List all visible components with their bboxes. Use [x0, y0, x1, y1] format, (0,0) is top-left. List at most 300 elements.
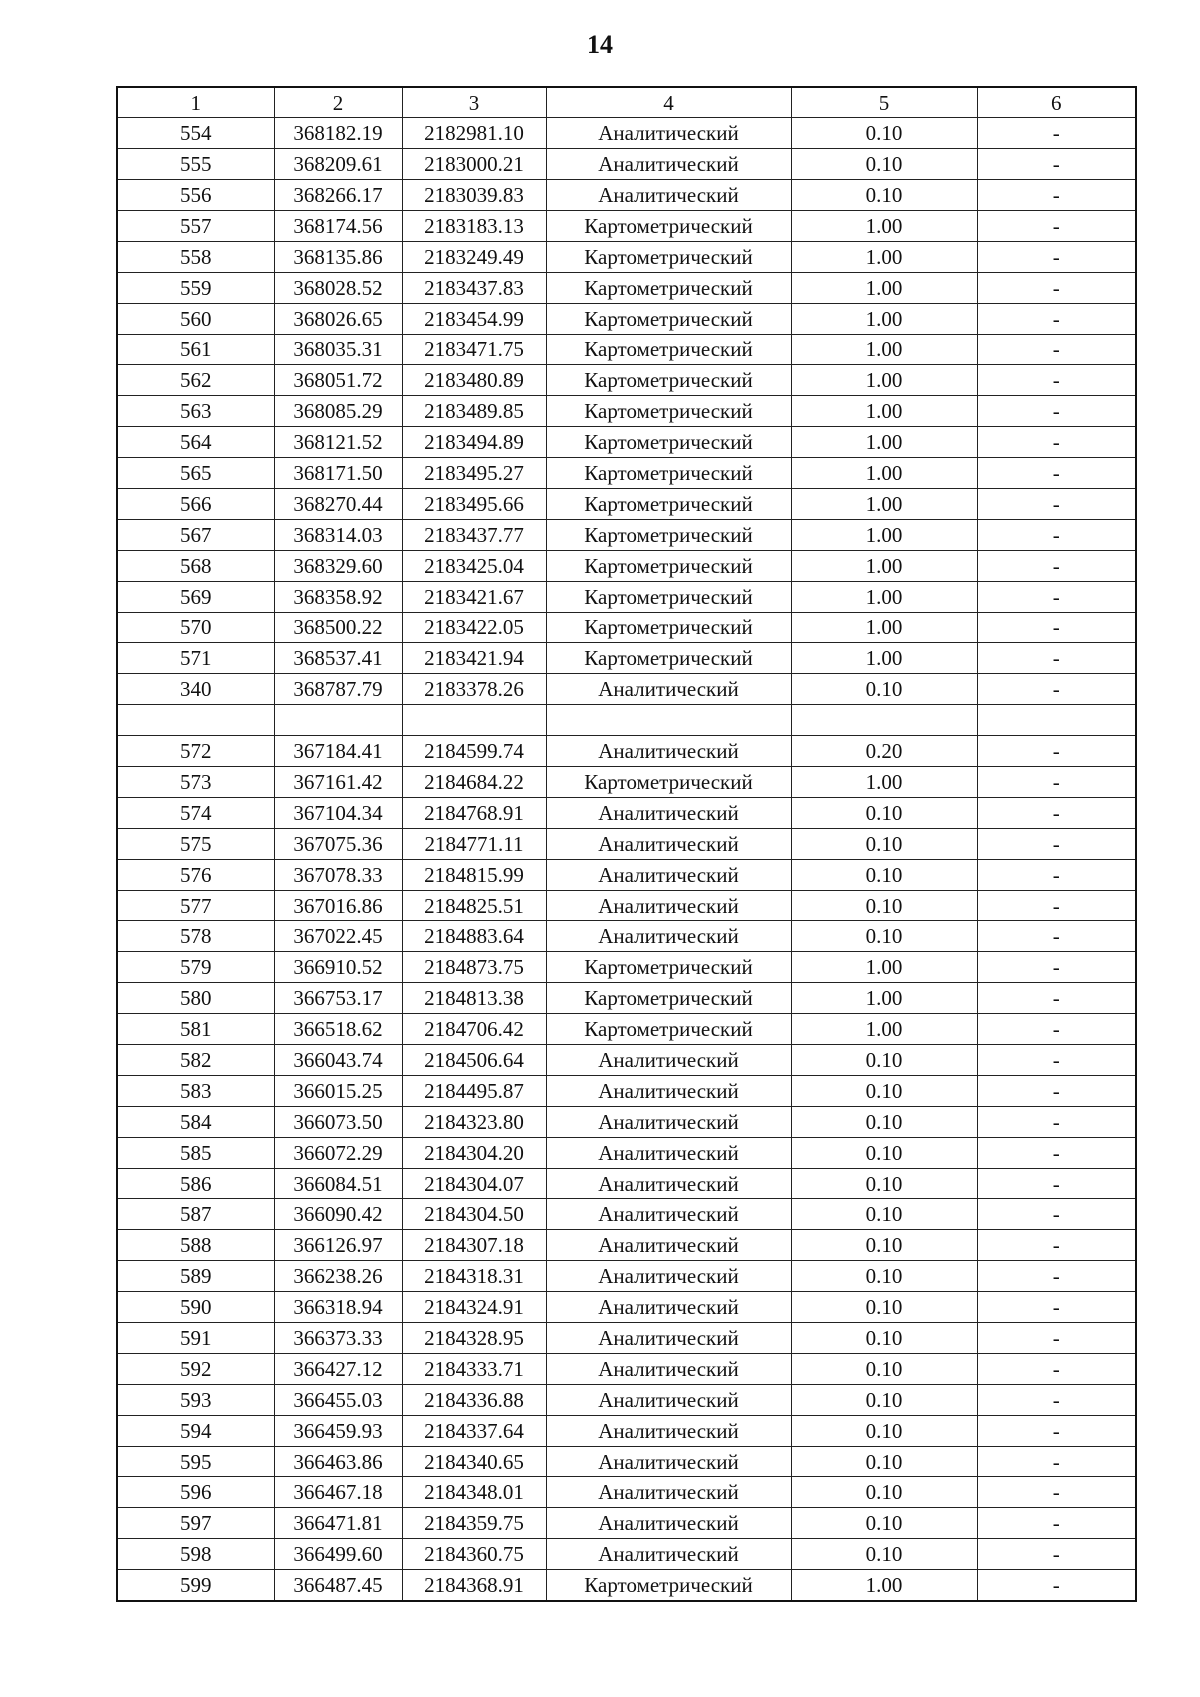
- x-coordinate-cell: 368270.44: [274, 488, 402, 519]
- y-coordinate-cell: 2184348.01: [402, 1477, 546, 1508]
- accuracy-cell: 1.00: [791, 427, 977, 458]
- x-coordinate-cell: 366518.62: [274, 1014, 402, 1045]
- method-cell: Картометрический: [546, 458, 791, 489]
- method-cell: Аналитический: [546, 1137, 791, 1168]
- method-cell: Аналитический: [546, 149, 791, 180]
- note-cell: -: [977, 1230, 1136, 1261]
- note-cell: -: [977, 1446, 1136, 1477]
- y-coordinate-cell: 2184771.11: [402, 828, 546, 859]
- accuracy-cell: 1.00: [791, 612, 977, 643]
- accuracy-cell: 1.00: [791, 550, 977, 581]
- point-number-cell: 595: [117, 1446, 274, 1477]
- table-row: [117, 1323, 1136, 1354]
- note-cell: -: [977, 334, 1136, 365]
- point-number-cell: 580: [117, 983, 274, 1014]
- x-coordinate-cell: 366463.86: [274, 1446, 402, 1477]
- x-coordinate-cell: 367022.45: [274, 921, 402, 952]
- note-cell: -: [977, 1106, 1136, 1137]
- point-number-cell: 598: [117, 1539, 274, 1570]
- x-coordinate-cell: 366471.81: [274, 1508, 402, 1539]
- method-cell: Картометрический: [546, 612, 791, 643]
- method-cell: Аналитический: [546, 674, 791, 705]
- y-coordinate-cell: 2184706.42: [402, 1014, 546, 1045]
- x-coordinate-cell: 368135.86: [274, 241, 402, 272]
- method-cell: Аналитический: [546, 828, 791, 859]
- table-row: [117, 365, 1136, 396]
- point-number-cell: 582: [117, 1045, 274, 1076]
- x-coordinate-cell: 368171.50: [274, 458, 402, 489]
- point-number-cell: 340: [117, 674, 274, 705]
- accuracy-cell: 0.10: [791, 1292, 977, 1323]
- x-coordinate-cell: 367016.86: [274, 890, 402, 921]
- note-cell: -: [977, 674, 1136, 705]
- note-cell: -: [977, 1261, 1136, 1292]
- accuracy-cell: 0.10: [791, 828, 977, 859]
- accuracy-cell: 0.10: [791, 1323, 977, 1354]
- table-row: [117, 797, 1136, 828]
- y-coordinate-cell: 2184599.74: [402, 736, 546, 767]
- y-coordinate-cell: 2183480.89: [402, 365, 546, 396]
- y-coordinate-cell: 2184324.91: [402, 1292, 546, 1323]
- x-coordinate-cell: 367104.34: [274, 797, 402, 828]
- table-row: [117, 1014, 1136, 1045]
- method-cell: Картометрический: [546, 334, 791, 365]
- point-number-cell: 596: [117, 1477, 274, 1508]
- table-row: [117, 550, 1136, 581]
- accuracy-cell: 0.10: [791, 1075, 977, 1106]
- x-coordinate-cell: 366072.29: [274, 1137, 402, 1168]
- y-coordinate-cell: 2184873.75: [402, 952, 546, 983]
- point-number-cell: 570: [117, 612, 274, 643]
- point-number-cell: 560: [117, 303, 274, 334]
- accuracy-cell: 0.10: [791, 1384, 977, 1415]
- table-row: [117, 488, 1136, 519]
- note-cell: -: [977, 921, 1136, 952]
- x-coordinate-cell: 366499.60: [274, 1539, 402, 1570]
- method-cell: Аналитический: [546, 890, 791, 921]
- point-number-cell: 563: [117, 396, 274, 427]
- table-row: [117, 952, 1136, 983]
- accuracy-cell: 1.00: [791, 458, 977, 489]
- y-coordinate-cell: 2183437.77: [402, 519, 546, 550]
- x-coordinate-cell: 366238.26: [274, 1261, 402, 1292]
- table-row: [117, 1261, 1136, 1292]
- y-coordinate-cell: 2183378.26: [402, 674, 546, 705]
- y-coordinate-cell: 2184304.07: [402, 1168, 546, 1199]
- method-cell: Картометрический: [546, 581, 791, 612]
- point-number-cell: 585: [117, 1137, 274, 1168]
- x-coordinate-cell: 366015.25: [274, 1075, 402, 1106]
- point-number-cell: 566: [117, 488, 274, 519]
- x-coordinate-cell: 366084.51: [274, 1168, 402, 1199]
- note-cell: -: [977, 1477, 1136, 1508]
- method-cell: Аналитический: [546, 1230, 791, 1261]
- point-number-cell: 569: [117, 581, 274, 612]
- point-number-cell: 559: [117, 272, 274, 303]
- note-cell: -: [977, 1045, 1136, 1076]
- point-number-cell: 599: [117, 1570, 274, 1601]
- note-cell: -: [977, 1570, 1136, 1601]
- point-number-cell: 556: [117, 180, 274, 211]
- y-coordinate-cell: 2183494.89: [402, 427, 546, 458]
- note-cell: -: [977, 272, 1136, 303]
- accuracy-cell: 1.00: [791, 303, 977, 334]
- table-row: [117, 1384, 1136, 1415]
- note-cell: -: [977, 767, 1136, 798]
- point-number-cell: 571: [117, 643, 274, 674]
- point-number-cell: 586: [117, 1168, 274, 1199]
- method-cell: Аналитический: [546, 859, 791, 890]
- note-cell: -: [977, 859, 1136, 890]
- x-coordinate-cell: 368329.60: [274, 550, 402, 581]
- accuracy-cell: 1.00: [791, 241, 977, 272]
- accuracy-cell: 0.20: [791, 736, 977, 767]
- y-coordinate-cell: 2183039.83: [402, 180, 546, 211]
- method-cell: Картометрический: [546, 952, 791, 983]
- x-coordinate-cell: 368209.61: [274, 149, 402, 180]
- method-cell: Аналитический: [546, 1168, 791, 1199]
- x-coordinate-cell: 366487.45: [274, 1570, 402, 1601]
- accuracy-cell: 0.10: [791, 180, 977, 211]
- table-row: [117, 1168, 1136, 1199]
- point-number-cell: 575: [117, 828, 274, 859]
- x-coordinate-cell: 367184.41: [274, 736, 402, 767]
- point-number-cell: 568: [117, 550, 274, 581]
- accuracy-cell: 0.10: [791, 1261, 977, 1292]
- method-cell: Аналитический: [546, 118, 791, 149]
- table-row: [117, 210, 1136, 241]
- y-coordinate-cell: 2183495.27: [402, 458, 546, 489]
- method-cell: Аналитический: [546, 1415, 791, 1446]
- accuracy-cell: 1.00: [791, 488, 977, 519]
- y-coordinate-cell: 2184359.75: [402, 1508, 546, 1539]
- accuracy-cell: 1.00: [791, 334, 977, 365]
- note-cell: -: [977, 118, 1136, 149]
- method-cell: Аналитический: [546, 1323, 791, 1354]
- table-row: [117, 1570, 1136, 1601]
- table-row: [117, 118, 1136, 149]
- y-coordinate-cell: 2183249.49: [402, 241, 546, 272]
- accuracy-cell: 1.00: [791, 365, 977, 396]
- table-row: [117, 1508, 1136, 1539]
- y-coordinate-cell: 2184333.71: [402, 1353, 546, 1384]
- method-cell: Аналитический: [546, 1199, 791, 1230]
- method-cell: Картометрический: [546, 983, 791, 1014]
- accuracy-cell: 1.00: [791, 1014, 977, 1045]
- accuracy-cell: [791, 705, 977, 736]
- y-coordinate-cell: 2184825.51: [402, 890, 546, 921]
- method-cell: Аналитический: [546, 1106, 791, 1137]
- table-row: [117, 1292, 1136, 1323]
- point-number-cell: 581: [117, 1014, 274, 1045]
- note-cell: -: [977, 210, 1136, 241]
- table-row: [117, 1137, 1136, 1168]
- x-coordinate-cell: 368085.29: [274, 396, 402, 427]
- accuracy-cell: 0.10: [791, 1168, 977, 1199]
- table-row: [117, 859, 1136, 890]
- x-coordinate-cell: 366459.93: [274, 1415, 402, 1446]
- method-cell: [546, 705, 791, 736]
- y-coordinate-cell: 2184506.64: [402, 1045, 546, 1076]
- x-coordinate-cell: [274, 705, 402, 736]
- method-cell: Аналитический: [546, 1539, 791, 1570]
- x-coordinate-cell: 366318.94: [274, 1292, 402, 1323]
- y-coordinate-cell: 2183437.83: [402, 272, 546, 303]
- note-cell: [977, 705, 1136, 736]
- method-cell: Аналитический: [546, 180, 791, 211]
- x-coordinate-cell: 367078.33: [274, 859, 402, 890]
- method-cell: Аналитический: [546, 1261, 791, 1292]
- table-row: [117, 1477, 1136, 1508]
- accuracy-cell: 1.00: [791, 581, 977, 612]
- x-coordinate-cell: 368121.52: [274, 427, 402, 458]
- point-number-cell: 589: [117, 1261, 274, 1292]
- accuracy-cell: 0.10: [791, 859, 977, 890]
- point-number-cell: 593: [117, 1384, 274, 1415]
- note-cell: -: [977, 1075, 1136, 1106]
- method-cell: Картометрический: [546, 767, 791, 798]
- note-cell: -: [977, 581, 1136, 612]
- accuracy-cell: 0.10: [791, 1477, 977, 1508]
- table-row: [117, 1446, 1136, 1477]
- note-cell: -: [977, 1508, 1136, 1539]
- accuracy-cell: 0.10: [791, 149, 977, 180]
- x-coordinate-cell: 368026.65: [274, 303, 402, 334]
- table-row: [117, 1230, 1136, 1261]
- y-coordinate-cell: 2183000.21: [402, 149, 546, 180]
- method-cell: Картометрический: [546, 427, 791, 458]
- point-number-cell: 564: [117, 427, 274, 458]
- y-coordinate-cell: 2184336.88: [402, 1384, 546, 1415]
- note-cell: -: [977, 550, 1136, 581]
- point-number-cell: 587: [117, 1199, 274, 1230]
- table-row: [117, 705, 1136, 736]
- page-number: 14: [587, 30, 613, 59]
- table-row: [117, 674, 1136, 705]
- table-header-row: [117, 87, 1136, 118]
- note-cell: -: [977, 180, 1136, 211]
- column-header: 3: [402, 87, 546, 118]
- y-coordinate-cell: [402, 705, 546, 736]
- table-row: [117, 890, 1136, 921]
- method-cell: Картометрический: [546, 488, 791, 519]
- point-number-cell: 557: [117, 210, 274, 241]
- method-cell: Аналитический: [546, 1045, 791, 1076]
- accuracy-cell: 0.10: [791, 1045, 977, 1076]
- table-body: [117, 118, 1136, 1601]
- column-header: 1: [117, 87, 274, 118]
- x-coordinate-cell: 368051.72: [274, 365, 402, 396]
- method-cell: Аналитический: [546, 797, 791, 828]
- accuracy-cell: 0.10: [791, 1353, 977, 1384]
- y-coordinate-cell: 2184815.99: [402, 859, 546, 890]
- point-number-cell: 578: [117, 921, 274, 952]
- x-coordinate-cell: 368314.03: [274, 519, 402, 550]
- x-coordinate-cell: 366373.33: [274, 1323, 402, 1354]
- table-row: [117, 921, 1136, 952]
- point-number-cell: 555: [117, 149, 274, 180]
- point-number-cell: 562: [117, 365, 274, 396]
- table-row: [117, 643, 1136, 674]
- note-cell: -: [977, 643, 1136, 674]
- x-coordinate-cell: 367161.42: [274, 767, 402, 798]
- note-cell: -: [977, 488, 1136, 519]
- point-number-cell: 558: [117, 241, 274, 272]
- note-cell: -: [977, 890, 1136, 921]
- y-coordinate-cell: 2183471.75: [402, 334, 546, 365]
- table-row: [117, 983, 1136, 1014]
- y-coordinate-cell: 2184768.91: [402, 797, 546, 828]
- point-number-cell: 574: [117, 797, 274, 828]
- note-cell: -: [977, 427, 1136, 458]
- x-coordinate-cell: 366467.18: [274, 1477, 402, 1508]
- table-row: [117, 767, 1136, 798]
- y-coordinate-cell: 2184360.75: [402, 1539, 546, 1570]
- accuracy-cell: 1.00: [791, 643, 977, 674]
- y-coordinate-cell: 2184304.20: [402, 1137, 546, 1168]
- point-number-cell: 561: [117, 334, 274, 365]
- x-coordinate-cell: 366455.03: [274, 1384, 402, 1415]
- method-cell: Картометрический: [546, 1014, 791, 1045]
- table-row: [117, 612, 1136, 643]
- y-coordinate-cell: 2184883.64: [402, 921, 546, 952]
- table-row: [117, 427, 1136, 458]
- table-row: [117, 334, 1136, 365]
- note-cell: -: [977, 519, 1136, 550]
- method-cell: Картометрический: [546, 643, 791, 674]
- accuracy-cell: 0.10: [791, 1446, 977, 1477]
- table-row: [117, 1539, 1136, 1570]
- note-cell: -: [977, 1168, 1136, 1199]
- y-coordinate-cell: 2183421.94: [402, 643, 546, 674]
- method-cell: Картометрический: [546, 272, 791, 303]
- x-coordinate-cell: 366090.42: [274, 1199, 402, 1230]
- table-row: [117, 272, 1136, 303]
- point-number-cell: 567: [117, 519, 274, 550]
- table-row: [117, 1106, 1136, 1137]
- x-coordinate-cell: 368182.19: [274, 118, 402, 149]
- note-cell: -: [977, 983, 1136, 1014]
- x-coordinate-cell: 366073.50: [274, 1106, 402, 1137]
- y-coordinate-cell: 2184328.95: [402, 1323, 546, 1354]
- method-cell: Картометрический: [546, 396, 791, 427]
- y-coordinate-cell: 2183183.13: [402, 210, 546, 241]
- note-cell: -: [977, 1539, 1136, 1570]
- method-cell: Аналитический: [546, 736, 791, 767]
- point-number-cell: 594: [117, 1415, 274, 1446]
- method-cell: Аналитический: [546, 1075, 791, 1106]
- column-header: 4: [546, 87, 791, 118]
- method-cell: Аналитический: [546, 1508, 791, 1539]
- y-coordinate-cell: 2184684.22: [402, 767, 546, 798]
- method-cell: Аналитический: [546, 1477, 791, 1508]
- accuracy-cell: 0.10: [791, 1199, 977, 1230]
- y-coordinate-cell: 2184304.50: [402, 1199, 546, 1230]
- accuracy-cell: 1.00: [791, 952, 977, 983]
- point-number-cell: 577: [117, 890, 274, 921]
- y-coordinate-cell: 2184368.91: [402, 1570, 546, 1601]
- x-coordinate-cell: 368787.79: [274, 674, 402, 705]
- table-row: [117, 1353, 1136, 1384]
- y-coordinate-cell: 2184307.18: [402, 1230, 546, 1261]
- point-number-cell: 573: [117, 767, 274, 798]
- method-cell: Аналитический: [546, 921, 791, 952]
- method-cell: Аналитический: [546, 1353, 791, 1384]
- y-coordinate-cell: 2183421.67: [402, 581, 546, 612]
- accuracy-cell: 0.10: [791, 797, 977, 828]
- point-number-cell: 588: [117, 1230, 274, 1261]
- y-coordinate-cell: 2183425.04: [402, 550, 546, 581]
- table-row: [117, 458, 1136, 489]
- note-cell: -: [977, 458, 1136, 489]
- x-coordinate-cell: 368035.31: [274, 334, 402, 365]
- method-cell: Аналитический: [546, 1384, 791, 1415]
- accuracy-cell: 0.10: [791, 921, 977, 952]
- accuracy-cell: 0.10: [791, 1415, 977, 1446]
- accuracy-cell: 0.10: [791, 1539, 977, 1570]
- y-coordinate-cell: 2184337.64: [402, 1415, 546, 1446]
- note-cell: -: [977, 149, 1136, 180]
- method-cell: Аналитический: [546, 1292, 791, 1323]
- accuracy-cell: 0.10: [791, 890, 977, 921]
- y-coordinate-cell: 2183489.85: [402, 396, 546, 427]
- table-row: [117, 241, 1136, 272]
- y-coordinate-cell: 2183495.66: [402, 488, 546, 519]
- column-header: 2: [274, 87, 402, 118]
- accuracy-cell: 0.10: [791, 118, 977, 149]
- accuracy-cell: 1.00: [791, 272, 977, 303]
- table-row: [117, 519, 1136, 550]
- table-row: [117, 149, 1136, 180]
- method-cell: Картометрический: [546, 365, 791, 396]
- point-number-cell: 592: [117, 1353, 274, 1384]
- note-cell: -: [977, 612, 1136, 643]
- note-cell: -: [977, 828, 1136, 859]
- point-number-cell: 591: [117, 1323, 274, 1354]
- table-row: [117, 396, 1136, 427]
- x-coordinate-cell: 368358.92: [274, 581, 402, 612]
- accuracy-cell: 1.00: [791, 1570, 977, 1601]
- table-row: [117, 736, 1136, 767]
- x-coordinate-cell: 367075.36: [274, 828, 402, 859]
- note-cell: -: [977, 396, 1136, 427]
- x-coordinate-cell: 366126.97: [274, 1230, 402, 1261]
- point-number-cell: 584: [117, 1106, 274, 1137]
- point-number-cell: 572: [117, 736, 274, 767]
- table-row: [117, 1075, 1136, 1106]
- note-cell: -: [977, 1323, 1136, 1354]
- column-header: 5: [791, 87, 977, 118]
- point-number-cell: 597: [117, 1508, 274, 1539]
- x-coordinate-cell: 366753.17: [274, 983, 402, 1014]
- x-coordinate-cell: 366427.12: [274, 1353, 402, 1384]
- note-cell: -: [977, 1353, 1136, 1384]
- note-cell: -: [977, 1199, 1136, 1230]
- point-number-cell: 583: [117, 1075, 274, 1106]
- note-cell: -: [977, 241, 1136, 272]
- x-coordinate-cell: 368537.41: [274, 643, 402, 674]
- y-coordinate-cell: 2184495.87: [402, 1075, 546, 1106]
- x-coordinate-cell: 368028.52: [274, 272, 402, 303]
- y-coordinate-cell: 2183454.99: [402, 303, 546, 334]
- accuracy-cell: 1.00: [791, 983, 977, 1014]
- table-row: [117, 828, 1136, 859]
- table-row: [117, 180, 1136, 211]
- note-cell: -: [977, 1137, 1136, 1168]
- table-row: [117, 581, 1136, 612]
- point-number-cell: 579: [117, 952, 274, 983]
- note-cell: -: [977, 952, 1136, 983]
